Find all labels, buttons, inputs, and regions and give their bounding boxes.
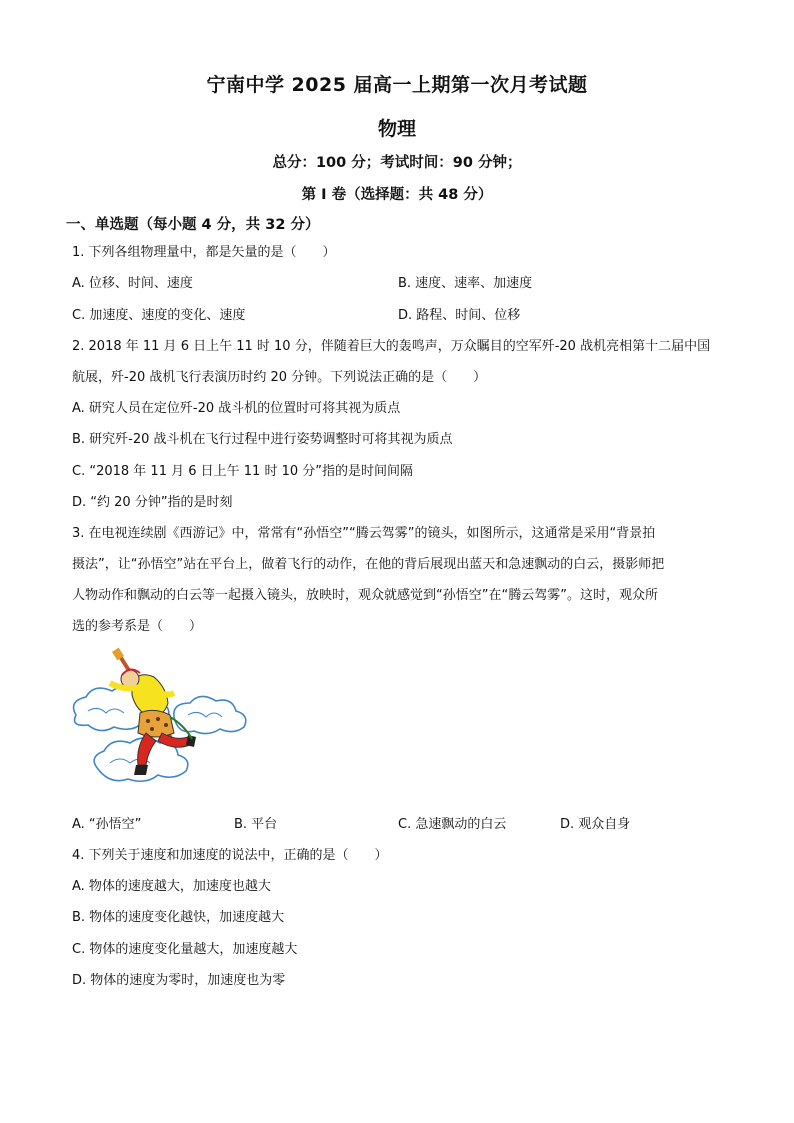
q3-stem-line1: 3. 在电视连续剧《西游记》中，常常有“孙悟空”“腾云驾雾”的镜头，如图所示，这通常是采用“背景拍 [72,526,656,541]
q2-stem-line2: 航展，歼-20 战机飞行表演历时约 20 分钟。下列说法正确的是（ ） [72,370,487,385]
volume-title: 第 I 卷（选择题：共 48 分） [301,187,493,203]
section-heading: 一、单选题（每小题 4 分，共 32 分） [66,217,320,233]
q3-option-c: C. 急速飘动的白云 [398,817,507,832]
q2-option-c: C. “2018 年 11 月 6 日上午 11 时 10 分”指的是时间间隔 [72,464,413,479]
q3-option-d: D. 观众自身 [560,817,631,832]
q1-option-a: A. 位移、时间、速度 [72,276,193,291]
monkey-king-on-cloud-illustration [66,645,252,807]
q4-option-b: B. 物体的速度变化越快，加速度越大 [72,910,285,925]
q3-stem-line4: 选的参考系是（ ） [72,619,203,634]
q4-stem: 4. 下列关于速度和加速度的说法中，正确的是（ ） [72,848,388,863]
q1-option-b: B. 速度、速率、加速度 [398,276,533,291]
q1-option-c: C. 加速度、速度的变化、速度 [72,308,246,323]
q4-option-d: D. 物体的速度为零时，加速度也为零 [72,973,286,988]
q4-option-c: C. 物体的速度变化量越大，加速度越大 [72,942,298,957]
subject-title: 物理 [377,118,416,140]
q3-stem-line3: 人物动作和飘动的白云等一起摄入镜头，放映时，观众就感觉到“孙悟空”在“腾云驾雾”。这时，观众所 [72,588,658,603]
q1-option-d: D. 路程、时间、位移 [398,308,521,323]
q4-option-a: A. 物体的速度越大，加速度也越大 [72,879,271,894]
q2-option-a: A. 研究人员在定位歼-20 战斗机的位置时可将其视为质点 [72,401,401,416]
exam-title: 宁南中学 2025 届高一上期第一次月考试题 [206,74,588,96]
q2-option-b: B. 研究歼-20 战斗机在飞行过程中进行姿势调整时可将其视为质点 [72,432,453,447]
exam-info: 总分：100 分；考试时间：90 分钟； [272,155,522,171]
q2-stem-line1: 2. 2018 年 11 月 6 日上午 11 时 10 分，伴随着巨大的轰鸣声，万众瞩目的空军歼-20 战机亮相第十二届中国 [72,339,711,354]
q3-stem-line2: 摄法”，让“孙悟空”站在平台上，做着飞行的动作，在他的背后展现出蓝天和急速飘动的白云，摄影师把 [72,557,665,572]
q3-option-a: A. “孙悟空” [72,817,142,832]
q2-option-d: D. “约 20 分钟”指的是时刻 [72,495,233,510]
q3-option-b: B. 平台 [234,817,278,832]
q1-stem: 1. 下列各组物理量中，都是矢量的是（ ） [72,245,336,260]
